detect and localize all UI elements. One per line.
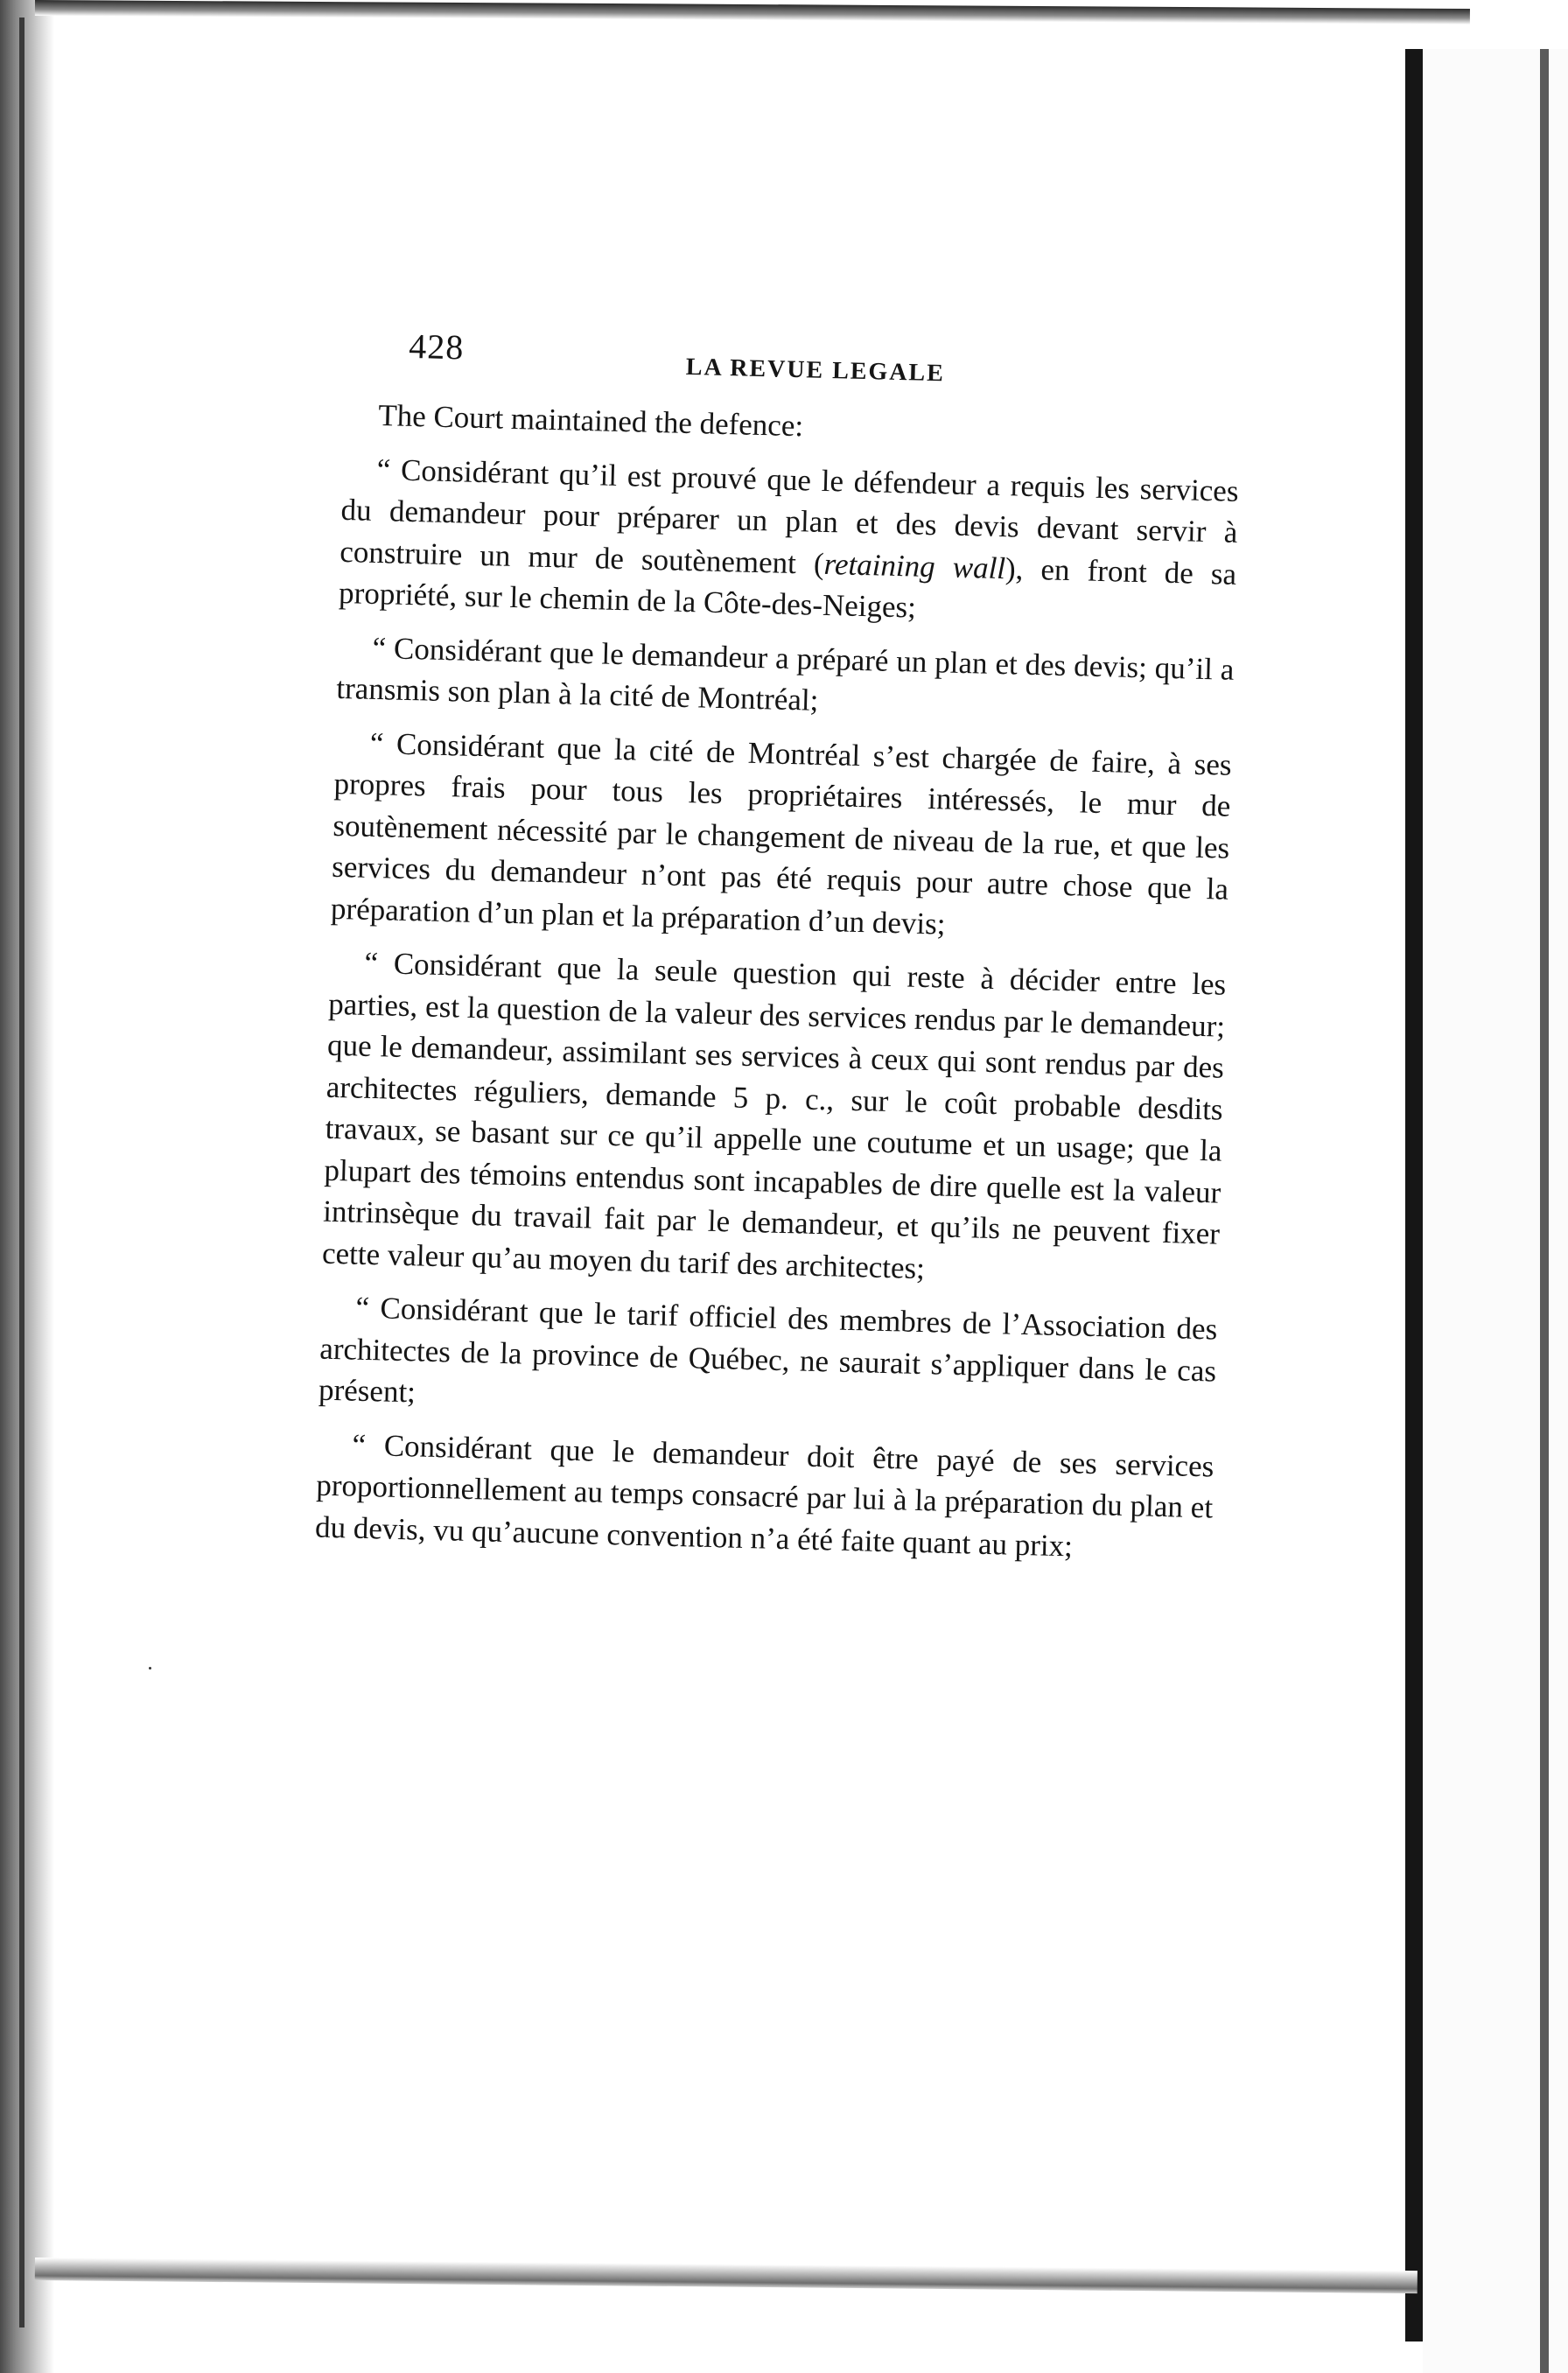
- intro-paragraph: The Court maintained the defence:: [377, 397, 804, 444]
- paragraph-1: [339, 447, 1239, 636]
- bottom-page-edge: [35, 2258, 1418, 2293]
- paragraph-1-italic: retaining wall: [823, 546, 1006, 585]
- paragraph-1-text-b: ), en front de sa propriété, sur le chemin de la Côte-des-Neiges;: [338, 550, 1237, 625]
- page-content: [315, 324, 1242, 1570]
- running-head: LA REVUE LEGALE: [685, 353, 946, 388]
- paragraph-1-text-a: “ Considérant qu’il est prouvé que le défendeur a requis les services du demandeur pour préparer un plan et des devis devant servir à construire un mur de soutènement (: [339, 452, 1239, 581]
- paragraph-6: “ Considérant que le demandeur doit être payé de ses services proportionnellement au temps consacré par lui à la préparation du plan et du devis, vu qu’aucune convention n’a été faite quant au prix;: [314, 1427, 1214, 1563]
- binding-shadow: [0, 0, 54, 2373]
- binding-edge-line: [19, 18, 24, 2328]
- paragraph-5: “ Considérant que le tarif officiel des membres de l’Association des architectes de la province de Québec, ne saurait s’appliquer dans le cas présent;: [318, 1290, 1218, 1410]
- facing-page-edge: [1540, 49, 1549, 2373]
- paragraph-4: “ Considérant que la seule question qui reste à décider entre les parties, est la question de la valeur des services rendus par le demandeur; que le demandeur, assimilant ses services à ceux qui sont rendus par des architectes réguliers, demande 5 p. c., sur le coût probable desdits travaux, se basant sur ce qu’il appelle une coutume et un usage; que la plupart des témoins entendus sont incapables de dire quelle est la valeur intrinsèque du travail fait par le demandeur, et qu’ils ne peuvent fixer cette valeur qu’au moyen du tarif des architectes;: [321, 945, 1227, 1285]
- dust-speck: [149, 1667, 151, 1670]
- page-number: 428: [408, 326, 465, 368]
- top-page-edge: [35, 0, 1470, 24]
- paragraph-3: “ Considérant que la cité de Montréal s’est chargée de faire, à ses propres frais pour tous les propriétaires intéressés, le mur de soutènement nécessité par le changement de niveau de la rue, et que les services du demandeur n’ont pas été requis pour autre chose que la préparation d’un plan et la préparation d’un devis;: [330, 725, 1233, 942]
- paragraph-2: “ Considérant que le demandeur a préparé un plan et des devis; qu’il a transmis son plan à la cité de Montréal;: [335, 630, 1235, 718]
- right-cover-edge: [1405, 49, 1423, 2342]
